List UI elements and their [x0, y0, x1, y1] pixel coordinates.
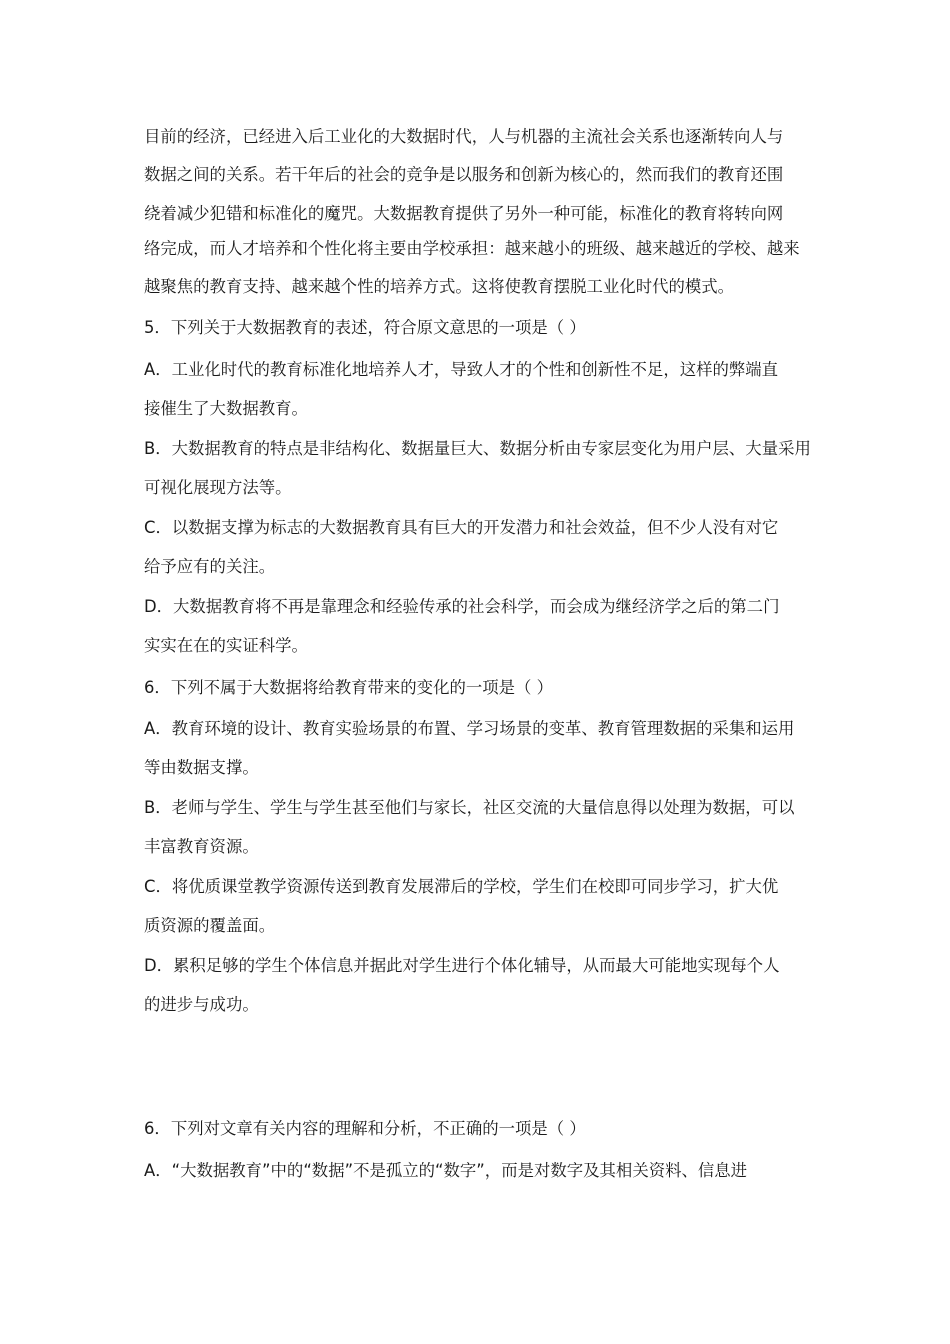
paragraph-line: 绕着减少犯错和标准化的魔咒。大数据教育提供了另外一种可能，标准化的教育将转向网	[144, 204, 784, 223]
question-6-option-d: D．累积足够的学生个体信息并据此对学生进行个体化辅导，从而最大可能地实现每个人	[144, 956, 780, 975]
question-6-option-b-cont: 丰富教育资源。	[144, 837, 259, 856]
question-5-option-b-cont: 可视化展现方法等。	[144, 478, 292, 497]
paragraph-line: 络完成，而人才培养和个性化将主要由学校承担：越来越小的班级、越来越近的学校、越来	[144, 239, 800, 258]
question-5-stem: 5．下列关于大数据教育的表述，符合原文意思的一项是（ ）	[144, 318, 586, 337]
question-6-option-c: C．将优质课堂教学资源传送到教育发展滞后的学校，学生们在校即可同步学习，扩大优	[144, 877, 779, 896]
question-6-option-b: B．老师与学生、学生与学生甚至他们与家长，社区交流的大量信息得以处理为数据，可以	[144, 798, 795, 817]
question-5-option-d: D．大数据教育将不再是靠理念和经验传承的社会科学，而会成为继经济学之后的第二门	[144, 597, 780, 616]
question-6-option-a: A．教育环境的设计、教育实验场景的布置、学习场景的变革、教育管理数据的采集和运用	[144, 719, 795, 738]
paragraph-line: 越聚焦的教育支持、越来越个性的培养方式。这将使教育摆脱工业化时代的模式。	[144, 277, 735, 296]
paragraph-line: 目前的经济，已经进入后工业化的大数据时代，人与机器的主流社会关系也逐渐转向人与	[144, 127, 784, 146]
question-6b-option-a: A．“大数据教育”中的“数据”不是孤立的“数字”，而是对数字及其相关资料、信息进	[144, 1161, 748, 1180]
paragraph-line: 数据之间的关系。若干年后的社会的竞争是以服务和创新为核心的，然而我们的教育还围	[144, 165, 784, 184]
question-6-stem: 6．下列不属于大数据将给教育带来的变化的一项是（ ）	[144, 678, 554, 697]
question-6-option-c-cont: 质资源的覆盖面。	[144, 916, 276, 935]
question-6b-stem: 6．下列对文章有关内容的理解和分析，不正确的一项是（ ）	[144, 1119, 586, 1138]
question-6-option-d-cont: 的进步与成功。	[144, 995, 259, 1014]
question-5-option-a-cont: 接催生了大数据教育。	[144, 399, 308, 418]
question-5-option-b: B．大数据教育的特点是非结构化、数据量巨大、数据分析由专家层变化为用户层、大量采用	[144, 439, 811, 458]
question-5-option-d-cont: 实实在在的实证科学。	[144, 636, 308, 655]
question-5-option-c: C．以数据支撑为标志的大数据教育具有巨大的开发潜力和社会效益，但不少人没有对它	[144, 518, 779, 537]
question-6-option-a-cont: 等由数据支撑。	[144, 758, 259, 777]
question-5-option-a: A．工业化时代的教育标准化地培养人才，导致人才的个性和创新性不足，这样的弊端直	[144, 360, 779, 379]
question-5-option-c-cont: 给予应有的关注。	[144, 557, 276, 576]
